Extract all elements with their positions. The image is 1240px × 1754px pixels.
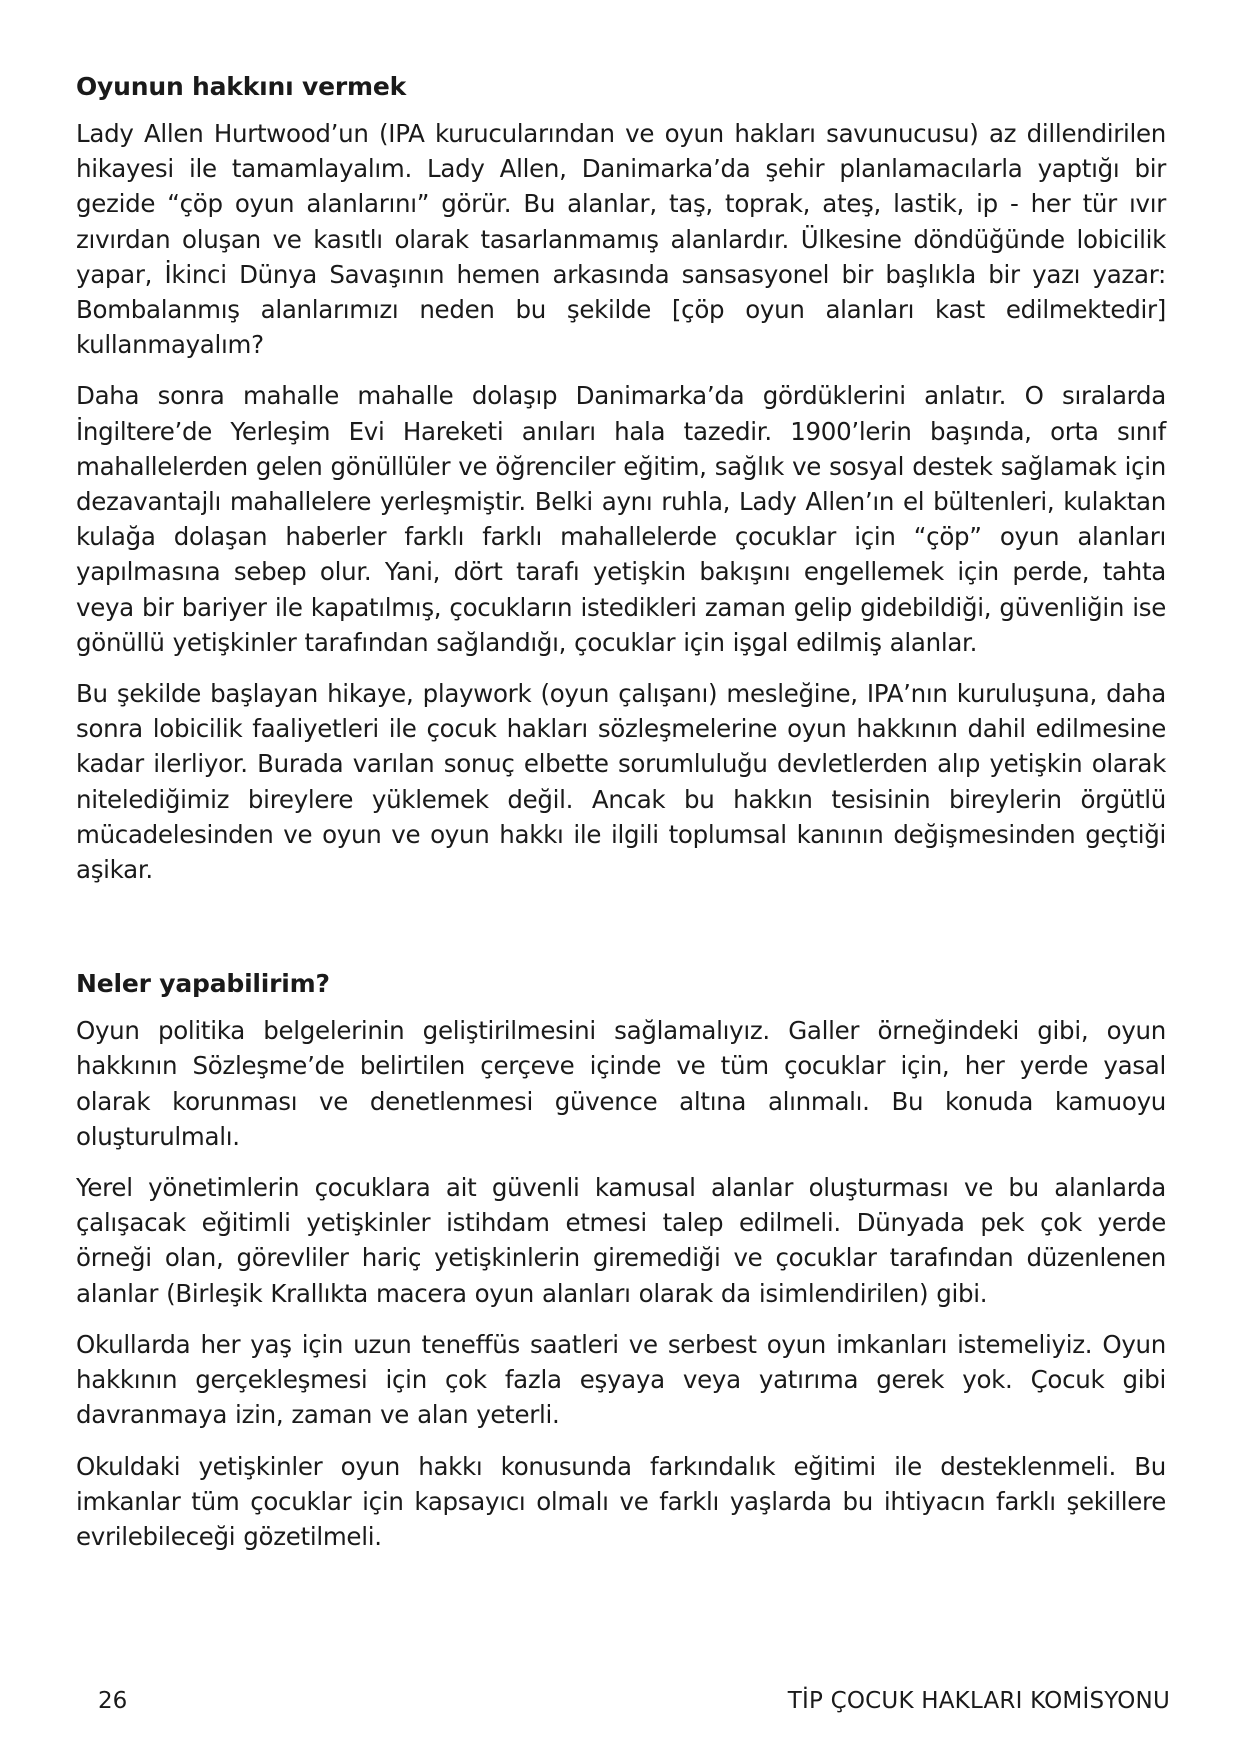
paragraph: Okuldaki yetişkinler oyun hakkı konusunda farkındalık eğitimi ile desteklenmeli. Bu imkanlar tüm çocuklar için kapsayıcı olmalı ve farklı yaşlarda bu ihtiyacın farklı şekillere evrilebileceği gözetilmeli.: [76, 1451, 1166, 1551]
paragraph: Bu şekilde başlayan hikaye, playwork (oyun çalışanı) mesleğine, IPA’nın kuruluşuna, daha sonra lobicilik faaliyetleri ile çocuk hakları sözleşmelerine oyun hakkının dahil edilmesine kadar ilerliyor. Burada varılan sonuç elbette sorumluluğu devletlerden alıp yetişkin olarak nitelediğimiz bireylere yüklemek değil. Ancak bu hakkın tesisinin bireylerin örgütlü mücadelesinden ve oyun ve oyun hakkı ile ilgili toplumsal kanının değişmesinden geçtiği aşikar.: [76, 679, 1166, 885]
paragraph: Yerel yönetimlerin çocuklara ait güvenli kamusal alanlar oluşturması ve bu alanlarda çalışacak eğitimli yetişkinler istihdam etmesi talep edilmeli. Dünyada pek çok yerde örneği olan, görevliler hariç yetişkinlerin giremediği ve çocuklar tarafından düzenlenen alanlar (Birleşik Krallıkta macera oyun alanları olarak da isimlendirilen) gibi.: [76, 1173, 1166, 1308]
section-heading: Oyunun hakkını vermek: [76, 72, 407, 101]
paragraph: Okullarda her yaş için uzun teneffüs saatleri ve serbest oyun imkanları istemeliyiz. Oyun hakkının gerçekleşmesi için çok fazla eşyaya veya yatırıma gerek yok. Çocuk gibi davranmaya izin, zaman ve alan yeterli.: [76, 1329, 1166, 1430]
paragraph: Daha sonra mahalle mahalle dolaşıp Danimarka’da gördüklerini anlatır. O sıralarda İngiltere’de Yerleşim Evi Hareketi anıları hala tazedir. 1900’lerin başında, orta sınıf mahallelerden gelen gönüllüler ve öğrenciler eğitim, sağlık ve sosyal destek sağlamak için dezavantajlı mahallelere yerleşmiştir. Belki aynı ruhla, Lady Allen’ın el bültenleri, kulaktan kulağa dolaşan haberler farklı farklı mahallelerde çocuklar için “çöp” oyun alanları yapılmasına sebep olur. Yani, dört tarafı yetişkin bakışını engellemek için perde, tahta veya bir bariyer ile kapatılmış, çocukların istedikleri zaman gelip gidebildiği, güvenliğin ise gönüllü yetişkinler tarafından sağlandığı, çocuklar için işgal edilmiş alanlar.: [76, 381, 1166, 657]
section-neler-yapabilirim: [76, 967, 1166, 1554]
section-oyunun-hakkini-vermek: [76, 70, 1166, 887]
paragraph: Lady Allen Hurtwood’un (IPA kurucularından ve oyun hakları savunucusu) az dillendirilen hikayesi ile tamamlayalım. Lady Allen, Danimarka’da şehir planlamacılarla yaptığı bir gezide “çöp oyun alanlarını” görür. Bu alanlar, taş, toprak, ateş, lastik, ip - her tür ıvır zıvırdan oluşan ve kasıtlı olarak tasarlanmamış alanlardır. Ülkesine döndüğünde lobicilik yapar, İkinci Dünya Savaşının hemen arkasında sansasyonel bir başlıkla bir yazı yazar: Bombalanmış alanlarımızı neden bu şekilde [çöp oyun alanları kast edilmektedir] kullanmayalım?: [76, 119, 1166, 360]
paragraph: Oyun politika belgelerinin geliştirilmesini sağlamalıyız. Galler örneğindeki gibi, oyun hakkının Sözleşme’de belirtilen çerçeve içinde ve tüm çocuklar için, her yerde yasal olarak korunması ve denetlenmesi güvence altına alınmalı. Bu konuda kamuoyu oluşturulmalı.: [76, 1016, 1166, 1151]
footer-title: TİP ÇOCUK HAKLARI KOMİSYONU: [787, 1688, 1170, 1714]
section-heading: Neler yapabilirim?: [76, 969, 330, 999]
page-footer: [98, 1684, 1170, 1718]
section-spacer: [76, 903, 1166, 967]
page-content: [76, 70, 1166, 1570]
page-number: 26: [98, 1688, 128, 1714]
